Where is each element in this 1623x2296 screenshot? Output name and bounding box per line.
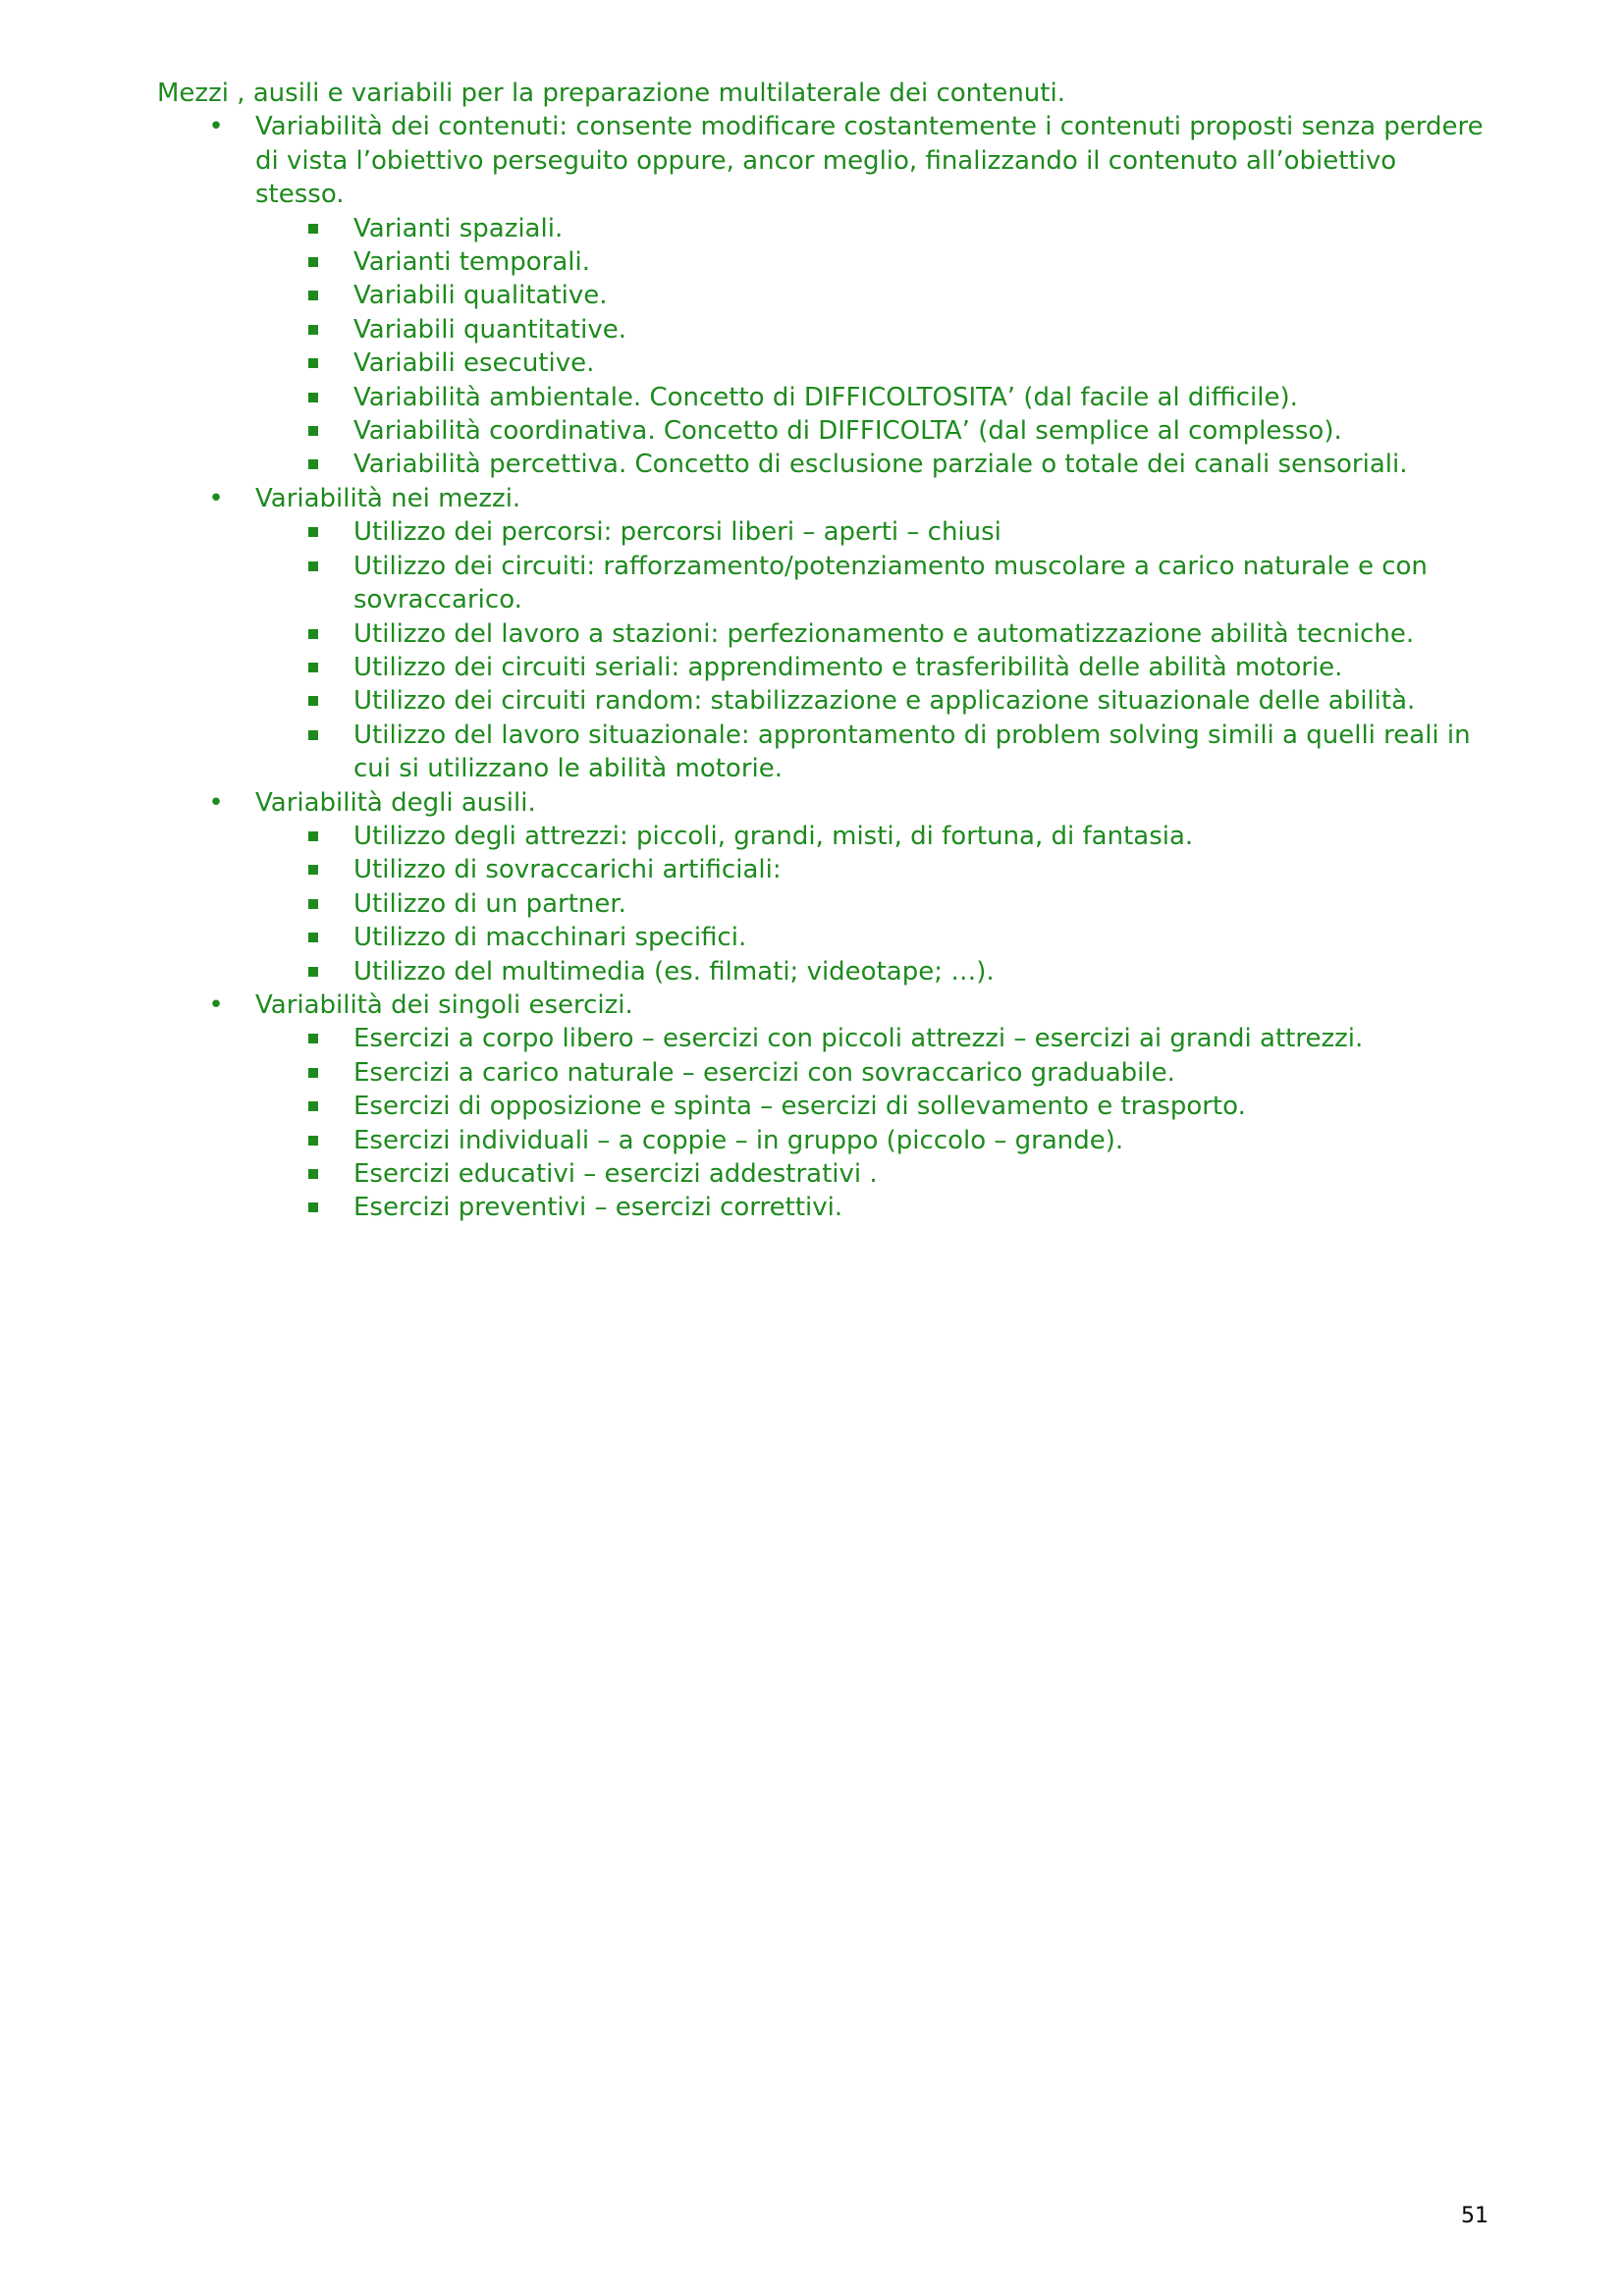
section-title: Variabilità nei mezzi. [255,483,521,513]
square-bullet-icon [308,561,318,571]
list-item-text: Variabilità percettiva. Concetto di esclusione parziale o totale dei canali sensoriali. [353,450,1408,480]
square-bullet-icon [308,1202,318,1212]
section-title: Variabilità dei contenuti: consente modificare costantemente i contenuti proposti senza perdere di vista l’obiettivo perseguito oppure, ancor meglio, finalizzando il contenuto all’obiettivo stesso. [255,112,1484,210]
square-bullet-icon [308,831,318,841]
list-item-text: Esercizi a carico naturale – esercizi con sovraccarico graduabile. [353,1057,1175,1088]
list-item [255,1157,1492,1191]
list-item-text: Utilizzo del lavoro situazionale: approntamento di problem solving simili a quelli reali in cui si utilizzano le abilità motorie. [353,720,1471,784]
list-item [255,684,1492,718]
section-item [157,786,1492,988]
square-bullet-icon [308,393,318,402]
square-bullet-icon [308,933,318,942]
square-bullet-icon [308,426,318,436]
bullet-dot-icon: • [208,989,224,1020]
list-item-text: Utilizzo dei circuiti random: stabilizzazione e applicazione situazionale delle abilità. [353,686,1416,717]
list-item [255,212,1492,245]
list-item [255,651,1492,684]
subitem-list [255,1022,1492,1224]
square-bullet-icon [308,1136,318,1146]
list-item [255,921,1492,954]
square-bullet-icon [308,967,318,977]
subitem-list [255,212,1492,482]
list-item [255,1090,1492,1123]
list-item-text: Utilizzo del lavoro a stazioni: perfezionamento e automatizzazione abilità tecniche. [353,618,1415,649]
list-item-text: Variabili esecutive. [353,348,595,379]
list-item-text: Utilizzo dei percorsi: percorsi liberi – aperti – chiusi [353,517,1001,548]
list-item-text: Varianti spaziali. [353,213,564,243]
list-item [255,887,1492,921]
list-item [255,245,1492,279]
list-item-text: Utilizzo del multimedia (es. filmati; videotape; …). [353,956,995,987]
list-item-text: Utilizzo di sovraccarichi artificiali: [353,855,782,885]
list-item [255,617,1492,651]
section-item [157,988,1492,1225]
square-bullet-icon [308,224,318,234]
list-item [255,1124,1492,1157]
section-title: Variabilità degli ausili. [255,787,536,818]
square-bullet-icon [308,527,318,537]
square-bullet-icon [308,865,318,875]
subitem-list [255,820,1492,988]
list-item [255,719,1492,786]
list-item-text: Utilizzo dei circuiti seriali: apprendimento e trasferibilità delle abilità motorie. [353,652,1343,682]
square-bullet-icon [308,663,318,672]
list-item-text: Variabili qualitative. [353,281,608,311]
list-item [255,955,1492,988]
list-item [255,1022,1492,1055]
list-item-text: Esercizi educativi – esercizi addestrativi . [353,1159,878,1189]
bullet-dot-icon: • [208,483,224,513]
list-item-text: Variabilità ambientale. Concetto di DIFFICOLTOSITA’ (dal facile al difficile). [353,382,1298,412]
square-bullet-icon [308,1169,318,1179]
square-bullet-icon [308,291,318,300]
square-bullet-icon [308,1101,318,1111]
list-item [255,820,1492,853]
bullet-dot-icon: • [208,112,224,142]
list-item-text: Esercizi di opposizione e spinta – esercizi di sollevamento e trasporto. [353,1092,1246,1122]
section-item [157,482,1492,786]
square-bullet-icon [308,899,318,909]
list-item [255,1191,1492,1224]
list-item-text: Utilizzo degli attrezzi: piccoli, grandi, misti, di fortuna, di fantasia. [353,821,1194,851]
square-bullet-icon [308,730,318,740]
document-content [157,77,1492,1225]
list-item-text: Utilizzo di un partner. [353,888,626,919]
bullet-dot-icon: • [208,787,224,818]
list-item-text: Variabili quantitative. [353,314,626,345]
list-item [255,279,1492,312]
list-item-text: Esercizi a corpo libero – esercizi con piccoli attrezzi – esercizi ai grandi attrezzi. [353,1024,1364,1054]
list-item-text: Variabilità coordinativa. Concetto di DIFFICOLTA’ (dal semplice al complesso). [353,416,1342,447]
square-bullet-icon [308,696,318,706]
list-item [255,414,1492,448]
list-item [255,853,1492,886]
subitem-list [255,515,1492,785]
section-item [157,110,1492,481]
square-bullet-icon [308,629,318,639]
square-bullet-icon [308,1068,318,1078]
page-number: 51 [1461,2204,1488,2228]
square-bullet-icon [308,1034,318,1043]
section-list [157,110,1492,1224]
square-bullet-icon [308,459,318,469]
square-bullet-icon [308,325,318,335]
list-item [255,515,1492,549]
list-item-text: Utilizzo di macchinari specifici. [353,923,747,953]
list-item [255,313,1492,347]
list-item [255,550,1492,617]
list-item [255,347,1492,380]
section-title: Variabilità dei singoli esercizi. [255,989,633,1020]
list-item-text: Utilizzo dei circuiti: rafforzamento/potenziamento muscolare a carico naturale e con sovraccarico. [353,551,1428,615]
list-item [255,448,1492,481]
square-bullet-icon [308,257,318,267]
list-item-text: Esercizi individuali – a coppie – in gruppo (piccolo – grande). [353,1125,1124,1155]
document-heading: Mezzi , ausili e variabili per la preparazione multilaterale dei contenuti. [157,79,1065,108]
list-item [255,381,1492,414]
list-item [255,1056,1492,1090]
square-bullet-icon [308,358,318,368]
list-item-text: Esercizi preventivi – esercizi correttivi. [353,1193,843,1223]
list-item-text: Varianti temporali. [353,247,590,278]
